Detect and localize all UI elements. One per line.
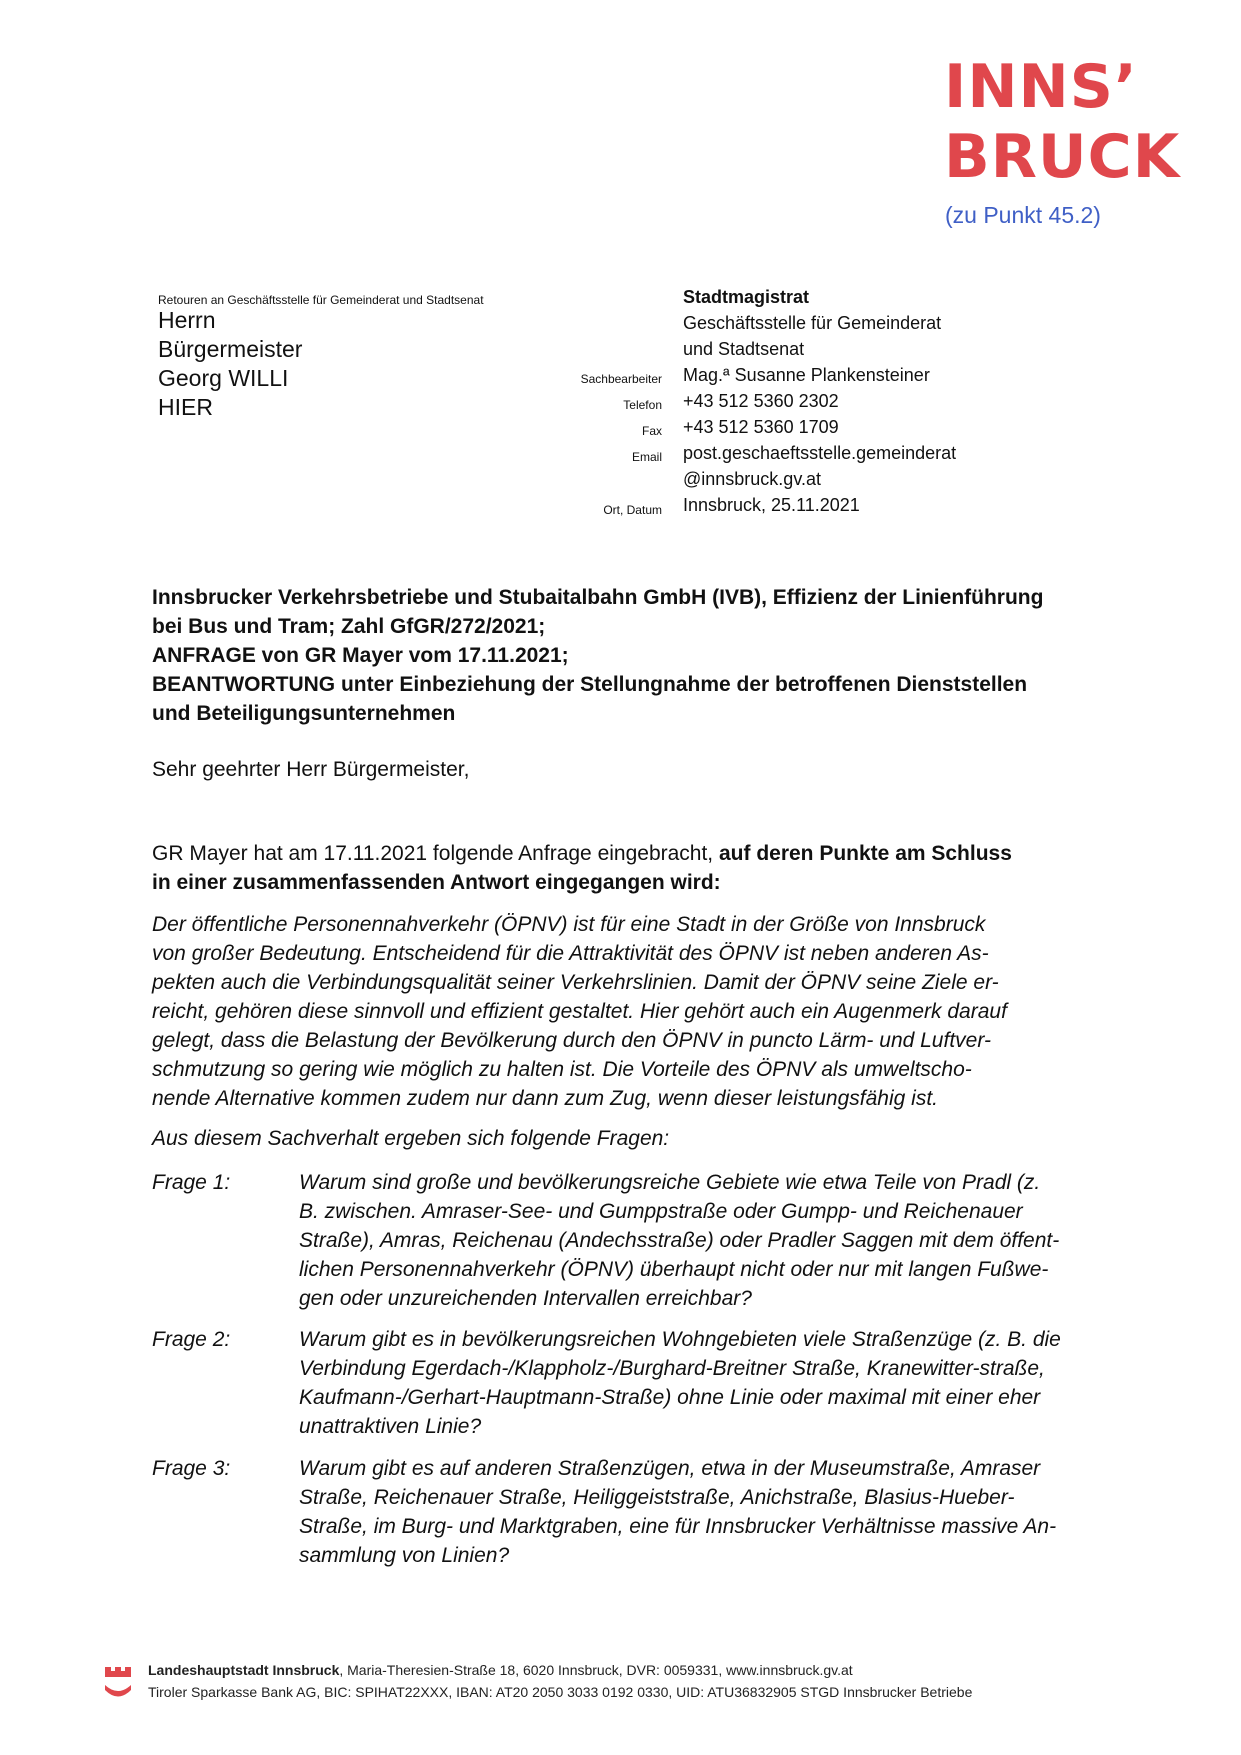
question-label: Frage 2: <box>152 1328 231 1351</box>
question-line: B. zwischen. Amraser-See- und Gumppstraße oder Gumpp- und Reichenauer <box>299 1200 1023 1223</box>
question-text <box>299 1168 1139 1313</box>
agenda-reference: (zu Punkt 45.2) <box>945 202 1101 228</box>
question-line: Warum gibt es in bevölkerungsreichen Wohngebieten viele Straßenzüge (z. B. die <box>299 1328 1061 1351</box>
question-label: Frage 3: <box>152 1457 231 1480</box>
question-line: Warum sind große und bevölkerungsreiche Gebiete wie etwa Teile von Pradl (z. <box>299 1171 1041 1194</box>
subject-line-3: ANFRAGE von GR Mayer vom 17.11.2021; <box>152 644 569 667</box>
quote-line: reicht, gehören diese sinnvoll und effizient gestaltet. Hier gehört auch ein Augenmerk darauf <box>152 1000 1007 1023</box>
question-label: Frage 1: <box>152 1171 231 1194</box>
date-label: Ort, Datum <box>603 503 662 517</box>
email-label: Email <box>631 450 662 464</box>
fax-label: Fax <box>641 424 662 438</box>
return-address: Retouren an Geschäftsstelle für Gemeinderat und Stadtsenat <box>158 293 484 307</box>
place-date: Innsbruck, 25.11.2021 <box>683 495 860 515</box>
clerk-label: Sachbearbeiter <box>580 372 662 386</box>
quote-line: Der öffentliche Personennahverkehr (ÖPNV) ist für eine Stadt in der Größe von Innsbruck <box>152 913 986 936</box>
question-line: Straße, im Burg- und Marktgraben, eine für Innsbrucker Verhältnisse massive An- <box>299 1515 1057 1538</box>
quote-line: von großer Bedeutung. Entscheidend für die Attraktivität des ÖPNV ist neben anderen As- <box>152 942 989 965</box>
email-line-1: post.geschaeftsstelle.gemeinderat <box>683 443 957 463</box>
footer-city-name: Landeshauptstadt Innsbruck <box>148 1662 340 1678</box>
question-line: sammlung von Linien? <box>299 1544 510 1567</box>
intro-paragraph <box>152 839 1132 897</box>
recipient-address <box>158 306 302 422</box>
question-line: gen oder unzureichenden Intervallen erreichbar? <box>299 1287 752 1310</box>
question-line: Kaufmann-/Gerhart-Hauptmann-Straße) ohne Linie oder maximal mit einer eher <box>299 1386 1041 1409</box>
footer-address: , Maria-Theresien-Straße 18, 6020 Innsbruck, DVR: 0059331, www.innsbruck.gv.at <box>339 1662 853 1678</box>
inquiry-quote <box>152 910 1132 1113</box>
city-emblem-icon <box>103 1663 133 1703</box>
logo-line-1: INNS’ <box>944 52 1138 122</box>
question-line: unattraktiven Linie? <box>299 1415 482 1438</box>
question-line: lichen Personennahverkehr (ÖPNV) überhaupt nicht oder nur mit langen Fußwe- <box>299 1258 1049 1281</box>
quote-line: pekten auch die Verbindungsqualität seiner Verkehrslinien. Damit der ÖPNV seine Ziele er- <box>152 971 999 994</box>
question-text <box>299 1325 1139 1441</box>
clerk-name: Mag.ª Susanne Plankensteiner <box>683 365 930 385</box>
sender-details <box>683 284 956 518</box>
subject-line-5: und Beteiligungsunternehmen <box>152 702 456 725</box>
quote-line: schmutzung so gering wie möglich zu halten ist. Die Vorteile des ÖPNV als umweltscho- <box>152 1058 972 1081</box>
intro-emphasis-1: auf deren Punkte am Schluss <box>718 842 1012 865</box>
fax-number: +43 512 5360 1709 <box>683 417 839 437</box>
sender-office: Stadtmagistrat <box>683 287 810 307</box>
phone-number: +43 512 5360 2302 <box>683 391 839 411</box>
sender-dept-line-2: und Stadtsenat <box>683 339 805 359</box>
intro-text: GR Mayer hat am 17.11.2021 folgende Anfrage eingebracht, <box>152 842 719 865</box>
salutation: Sehr geehrter Herr Bürgermeister, <box>152 758 470 781</box>
phone-label: Telefon <box>623 398 662 412</box>
recipient-line-2: Bürgermeister <box>158 336 303 362</box>
footer-bank-details: Tiroler Sparkasse Bank AG, BIC: SPIHAT22XXX, IBAN: AT20 2050 3033 0192 0330, UID: ATU36832905 STGD Innsbrucker Betriebe <box>148 1684 973 1700</box>
logo-line-2: BRUCK <box>944 122 1181 192</box>
sender-dept-line-1: Geschäftsstelle für Gemeinderat <box>683 313 942 333</box>
email-line-2: @innsbruck.gv.at <box>683 469 821 489</box>
quote-line: nende Alternative kommen zudem nur dann zum Zug, wenn dieser leistungsfähig ist. <box>152 1087 938 1110</box>
subject-line-4: BEANTWORTUNG unter Einbeziehung der Stellungnahme der betroffenen Dienststellen <box>152 673 1028 696</box>
subject-line-1: Innsbrucker Verkehrsbetriebe und Stubaitalbahn GmbH (IVB), Effizienz der Linienführung <box>152 586 1044 609</box>
questions-lead: Aus diesem Sachverhalt ergeben sich folgende Fragen: <box>152 1127 670 1150</box>
letter-subject <box>152 583 1132 728</box>
question-line: Straße, Reichenauer Straße, Heiliggeiststraße, Anichstraße, Blasius-Hueber- <box>299 1486 1015 1509</box>
question-line: Warum gibt es auf anderen Straßenzügen, etwa in der Museumstraße, Amraser <box>299 1457 1041 1480</box>
quote-line: gelegt, dass die Belastung der Bevölkerung durch den ÖPNV in puncto Lärm- und Luftver- <box>152 1029 991 1052</box>
question-line: Straße), Amras, Reichenau (Andechsstraße) oder Pradler Saggen mit dem öffent- <box>299 1229 1060 1252</box>
recipient-line-4: HIER <box>158 394 213 420</box>
intro-emphasis-2: in einer zusammenfassenden Antwort eingegangen wird: <box>152 871 721 894</box>
subject-line-2: bei Bus und Tram; Zahl GfGR/272/2021; <box>152 615 546 638</box>
recipient-line-3: Georg WILLI <box>158 365 289 391</box>
question-line: Verbindung Egerdach-/Klappholz-/Burghard-Breitner Straße, Kranewitter-straße, <box>299 1357 1045 1380</box>
recipient-line-1: Herrn <box>158 307 216 333</box>
letter-footer <box>103 1659 1123 1719</box>
question-text <box>299 1454 1139 1570</box>
innsbruck-logo <box>944 52 1194 192</box>
footer-text <box>148 1659 972 1703</box>
